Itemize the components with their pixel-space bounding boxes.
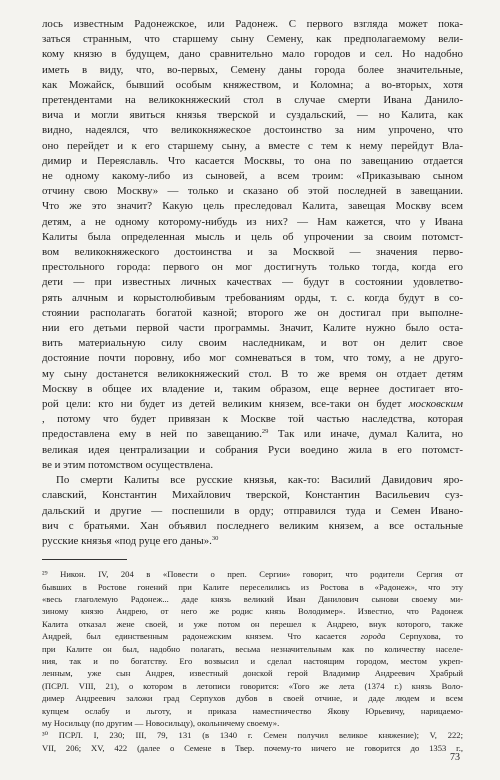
footnote-line: Калита отказал жене своей, и уже потом он перешел к Андрею, внук которого, также: [42, 618, 463, 629]
text-line: как Можайск, бывший особым княжеством, и Коломна; а во-вторых, хотя: [42, 78, 463, 91]
text-line: рять алчным и корыстолюбивым требованиям орды, т. с. когда будут в со-: [42, 291, 463, 304]
main-text: [42, 17, 463, 549]
text-line: вич с братьями. Хан объявил последнего великим князем, а все остальные: [42, 519, 463, 532]
text-line: заться странным, что старшему сыну Семену, как предполагаемому вели-: [42, 33, 463, 46]
text-line: детям, а не одному которому-нибудь из них? — Нам кажется, что у Ивана: [42, 215, 463, 228]
text-line: претендентами на великокняжеский стол в случае смерти Ивана Данило-: [42, 94, 463, 107]
footnote-line: (ПСРЛ. VIII, 21), о котором в летописи говорится: «Того же лета (1374 г.) князь Воло-: [42, 680, 463, 691]
footnote-divider: [42, 559, 127, 560]
text-line: вом великокняжеского достоинства и за Москвой — значения перво-: [42, 246, 463, 259]
text-line: стоянии располагать богатой казной; второго же он достигал при выполне-: [42, 306, 463, 319]
footnote-line: VII, 206; XV, 422 (далее о Семене в Твер. почему-то ничего не говорится до 1353 г.,: [42, 742, 463, 753]
text-line: Москву в общее их владение и, таким образом, еще вернее достигает вто-: [42, 382, 463, 395]
text-line: нии его детьми первой части программы. Значит, Калите нужно было оста-: [42, 322, 463, 335]
text-line: дети — при известных личных качествах — будут в состоянии удовлетво-: [42, 276, 463, 289]
footnote-line: «весь глаголемую Радонеж... даде князь великий Иван Данилович сынови своему ми-: [42, 593, 463, 604]
footnote-line: Андрей, был единственным радонежским князем. Что касается города Серпухова, то: [42, 631, 463, 642]
text-line: достояние почти поровну, ибо мог сомневаться в том, что тому, а не друго-: [42, 352, 463, 365]
text-line: великая идея централизации и собрания Руси воедино жила в его потомст-: [42, 443, 463, 456]
italic-word: московским: [408, 398, 463, 411]
footnote-line: ²⁹ Никон. IV, 204 в «Повести о преп. Сергии» говорит, что родители Сергия от: [42, 569, 463, 580]
text-line: отчину свою Москву» — только и сказано об этой последней в завещании.: [42, 185, 463, 198]
page-number: 73: [450, 752, 460, 763]
footnote-line: ния, так и по богатству. Его возвысил и сделал настоящим городом, местом укреп-: [42, 655, 463, 666]
text-line: Что же это значит? Какую цель преследовал Калита, завещая Москву всем: [42, 200, 463, 213]
footnote-line: димер Андреевич заложи град Серпухов дубов в своей отчине, и даде людем и всем: [42, 693, 463, 704]
italic-word: города: [360, 631, 386, 642]
footnote-line: при Калите он был, надобно полагать, весьма незначительным как по количеству населе-: [42, 643, 463, 654]
text-line: По смерти Калиты все русские князья, как-то: Василий Давидович яро-: [56, 474, 463, 487]
footnote-line: бывших в Ростове гонений при Калите переселились из Ростова в «Радонеж», что эту: [42, 581, 463, 592]
text-line: оно перейдет и к его старшему сыну, а вместе с тем к нему перейдут Вла-: [42, 139, 463, 152]
footnote-line: ленным, уже сын Андрея, известный донской герой Владимир Андреевич Храбрый: [42, 668, 463, 679]
text-line: престольного города: первого он мог достигнуть только тогда, когда его: [42, 261, 463, 274]
text-line: видно, надеялся, что великокняжеское достоинство за ним упрочено, что: [42, 124, 463, 137]
text-line: иметь в виду, что, во-первых, Семену даны города более значительные,: [42, 63, 463, 76]
footnote-line: ³⁰ ПСРЛ. I, 230; III, 79, 131 (в 1340 г. Семен получил великое княжение); V, 222;: [42, 730, 463, 741]
footnote-ref: 30: [211, 534, 219, 542]
text-line: русские князья «под руце его даны».$^{30}$: [42, 534, 219, 547]
text-line: вича и могли явиться князья тверской и суздальский, — но Калита, как: [42, 109, 463, 122]
text-line: ве и этим потомством осуществлена.: [42, 458, 214, 471]
text-line: дальский и другие — поспешили в орду; отправился туда и Семен Ивано-: [42, 504, 463, 517]
footnote-line: му Носильцу (по другим — Новосильцу), окольничему своему».: [42, 717, 280, 728]
text-line: славский, Константин Михайлович тверской, Константин Васильевич суз-: [42, 489, 463, 502]
text-line: предоставлена ему в ней по завещанию.$^{29}$ Так или иначе, думал Калита, но: [42, 428, 463, 441]
text-line: , потому что будет привязан к Москве той частью наследства, которая: [42, 413, 463, 426]
text-line: димир и Переяславль. Что касается Москвы, то она по завещанию отдается: [42, 154, 463, 167]
text-line: не одному какому-либо из сыновей, а всем троим: «Приказываю сыном: [42, 170, 463, 183]
text-line: лось известным Радонежское, или Радонеж. С первого взгляда может пока-: [42, 18, 463, 30]
text-line: му сыну достанется великокняжеский стол. В то же время он отдает детям: [42, 367, 463, 380]
footnote-ref: 29: [261, 428, 269, 436]
footnotes: [42, 559, 463, 754]
footnote-line: зиному князю Андрею, от него же родис князь Володимер». Известно, что Радонеж: [42, 606, 463, 617]
footnote-line: купцем ослабу и льготу, и приказа наместничество Якову Юрьевичу, нарицаемо-: [42, 705, 463, 716]
text-line: рой цели: кто ни будет из детей великим князем, все-таки он будет московским: [42, 398, 463, 411]
text-line: Калиты была определенная мысль и цель об упрочении за своим потомст-: [42, 230, 463, 243]
text-line: вить материальную силу своим наследникам, и вот он делит свое: [42, 337, 463, 350]
text-line: кому князю в будущем, дано сравнительно мало городов и сел. Но надобно: [42, 48, 463, 61]
